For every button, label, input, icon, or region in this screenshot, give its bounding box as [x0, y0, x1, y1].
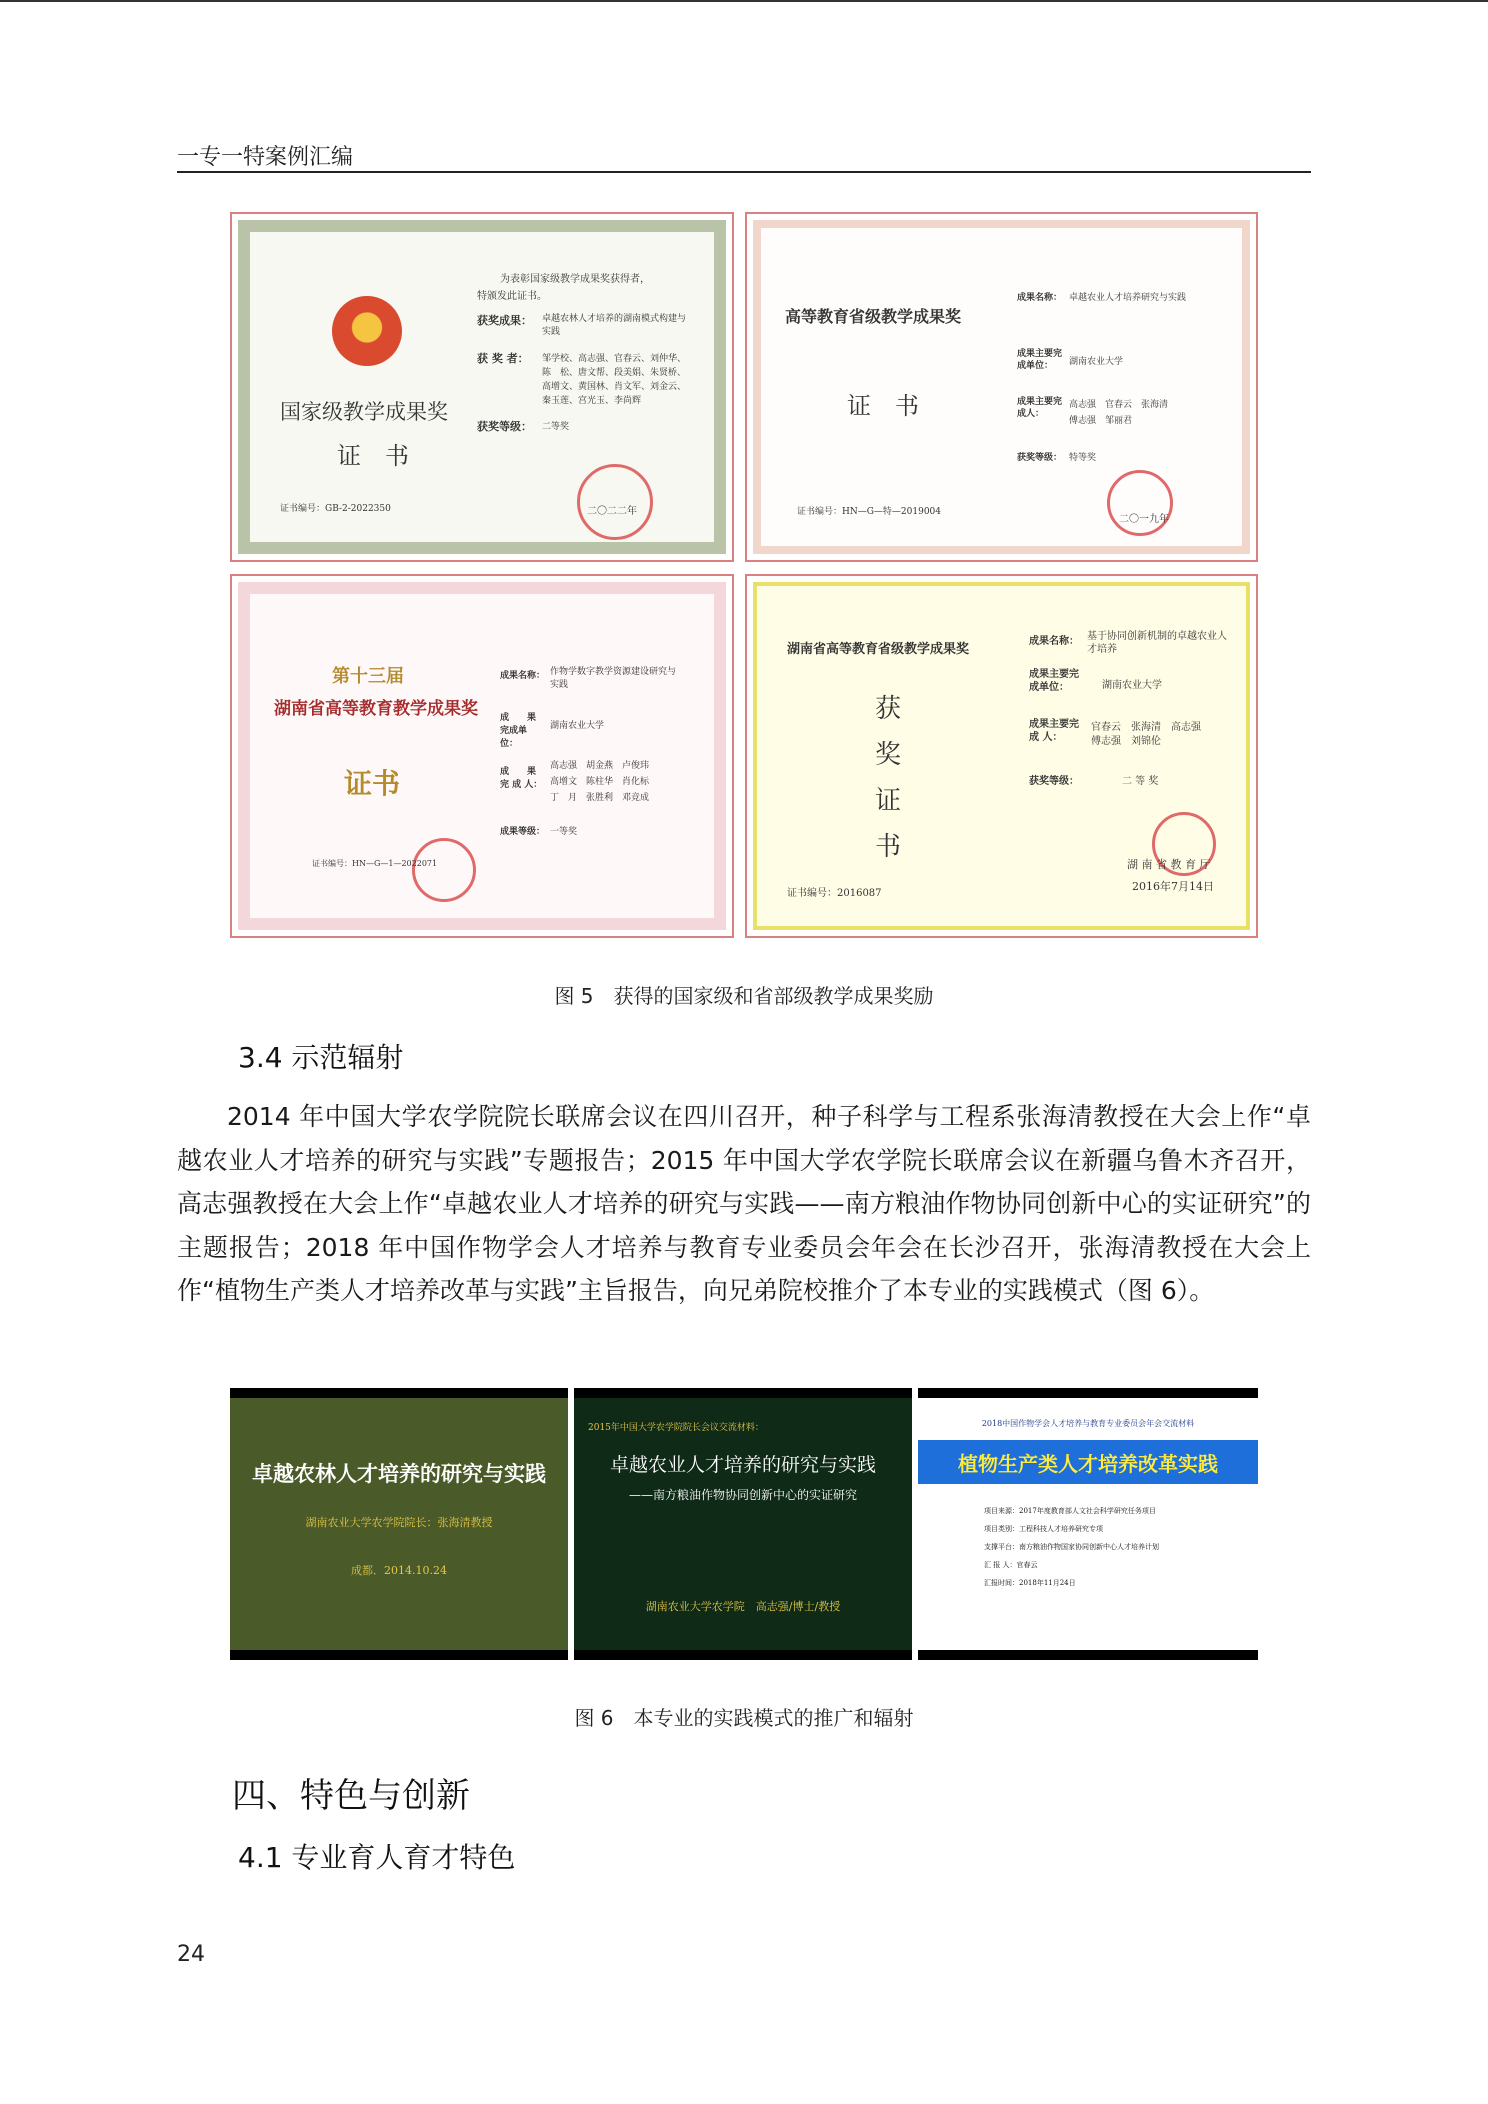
cert-vertical-char: 书 — [875, 832, 902, 862]
cert-label: 成 果完成单位： — [500, 713, 537, 749]
slide-line: 汇报时间：2018年11月24日 — [984, 1579, 1076, 1587]
cert-subtitle: 证书 — [344, 767, 401, 800]
slide-title: 卓越农业人才培养的研究与实践 — [609, 1454, 876, 1476]
slide-top-text: 2015年中国大学农学院院长会议交流材料： — [588, 1423, 764, 1433]
cert-label: 成果等级： — [500, 827, 546, 837]
cert-value: 高志强 胡金燕 卢俊玮 — [550, 761, 650, 771]
cert-value: 傅志强 刘锦伦 — [1091, 736, 1161, 747]
slide-2018 — [918, 1388, 1258, 1660]
page-number: 24 — [177, 1942, 205, 1967]
cert-value: 傅志强 邹丽君 — [1069, 416, 1133, 426]
figure-5-caption: 图 5 获得的国家级和省部级教学成果奖励 — [554, 984, 934, 1008]
cert-value: 邹学校、高志强、官春云、刘仲华、 — [542, 354, 687, 364]
red-seal-icon — [412, 838, 476, 902]
slide-title: 卓越农林人才培养的研究与实践 — [252, 1461, 546, 1486]
cert-number: 证书编号：2016087 — [787, 888, 882, 899]
slide-line: 支撑平台：南方粮油作物国家协同创新中心人才培养计划 — [984, 1543, 1159, 1551]
certificate-provincial-2016 — [745, 574, 1258, 938]
cert-value: 二等奖 — [542, 422, 570, 432]
cert-value: 基于协同创新机制的卓越农业人才培养 — [1087, 631, 1227, 655]
cert-label: 成果名称： — [1017, 293, 1063, 303]
running-header: 一专一特案例汇编 — [177, 145, 354, 170]
slide-footer: 成都．2014.10.24 — [351, 1564, 447, 1577]
cert-label: 获奖等级： — [1029, 776, 1079, 787]
cert-value: 特等奖 — [1069, 453, 1097, 463]
page-top-border — [0, 0, 1488, 2]
cert-session: 第十三届 — [332, 666, 404, 687]
slide-bar — [574, 1388, 912, 1398]
slide-subtitle: ——南方粮油作物协同创新中心的实证研究 — [628, 1488, 857, 1502]
cert-number: 证书编号：HN—G—1—2022071 — [312, 859, 438, 868]
slide-bar — [230, 1650, 568, 1660]
cert-text: 二〇二二年 — [587, 506, 637, 517]
national-emblem-icon — [332, 296, 402, 366]
slide-bar — [230, 1388, 568, 1398]
certificate-provincial-13th — [230, 574, 734, 938]
slide-title: 植物生产类人才培养改革实践 — [958, 1452, 1218, 1476]
slide-bar — [918, 1650, 1258, 1660]
cert-value: 高增文 陈柱华 肖化标 — [550, 777, 650, 787]
slide-bar — [918, 1388, 1258, 1398]
cert-label: 成果主要完 成 人： — [1029, 719, 1079, 743]
cert-value: 陈 松、唐文帮、段美娟、朱贤桥、 — [542, 368, 687, 378]
cert-value: 高志强 官春云 张海清 — [1069, 400, 1169, 410]
slide-top-text: 2018中国作物学会人才培养与教育专业委员会年会交流材料 — [981, 1419, 1195, 1428]
slide-line: 项目类别：工程科技人才培养研究专项 — [984, 1525, 1103, 1533]
slide-subtitle: 湖南农业大学农学院院长：张海清教授 — [305, 1516, 493, 1529]
certificate-frame — [238, 582, 726, 930]
red-seal-icon — [1107, 470, 1173, 536]
section-3-4-heading: 3.4 示范辐射 — [238, 1041, 404, 1074]
cert-label: 成果主要完成人： — [1017, 397, 1063, 419]
slide-footer: 湖南农业大学农学院 高志强/博士/教授 — [645, 1600, 841, 1613]
figure-6-slides — [230, 1388, 1258, 1660]
cert-label: 获奖等级： — [1017, 453, 1063, 463]
cert-subtitle: 证 书 — [847, 392, 919, 420]
cert-text: 特颁发此证书。 — [477, 291, 547, 302]
cert-value: 丁 月 张胜利 邓竞成 — [550, 793, 650, 803]
slide-line: 汇 报 人：官春云 — [984, 1561, 1038, 1569]
cert-label: 成果名称： — [500, 671, 546, 681]
slide-bar — [574, 1650, 912, 1660]
cert-label: 成果名称： — [1029, 636, 1079, 647]
cert-text: 二〇一九年 — [1119, 514, 1169, 525]
cert-value: 卓越农业人才培养研究与实践 — [1069, 293, 1187, 303]
cert-issuer: 湖 南 省 教 育 厅 — [1127, 858, 1211, 871]
cert-value: 高增文、黄国林、肖文军、刘金云、 — [542, 382, 687, 392]
cert-label: 成 果完 成 人： — [500, 767, 543, 790]
cert-number: 证书编号：GB-2-2022350 — [280, 504, 391, 514]
cert-text: 为表彰国家级教学成果奖获得者， — [500, 274, 650, 285]
cert-label: 获奖成果： — [477, 314, 532, 327]
cert-title: 国家级教学成果奖 — [280, 400, 448, 424]
cert-value: 湖南农业大学 — [550, 721, 605, 731]
cert-vertical-char: 获 — [875, 694, 902, 724]
cert-value: 湖南农业大学 — [1069, 357, 1124, 367]
cert-number: 证书编号：HN—G—特—2019004 — [797, 507, 941, 517]
cert-value: 二 等 奖 — [1122, 776, 1159, 787]
cert-value: 湖南农业大学 — [1102, 680, 1162, 691]
figure-6-caption: 图 6 本专业的实践模式的推广和辐射 — [574, 1706, 914, 1730]
cert-value: 官春云 张海清 高志强 — [1091, 722, 1201, 733]
cert-title: 高等教育省级教学成果奖 — [785, 307, 962, 326]
cert-title: 湖南省高等教育教学成果奖 — [274, 699, 478, 719]
cert-value: 秦玉莲、宫光玉、李尚辉 — [542, 396, 642, 406]
certificate-provincial-2019 — [745, 212, 1258, 562]
paragraph-text: 2014 年中国大学农学院院长联席会议在四川召开，种子科学与工程系张海清教授在大会上作“卓越农业人才培养的研究与实践”专题报告；2015 年中国大学农学院长联席会议在新疆乌鲁木齐召开，高志强教授在大会上作“卓越农业人才培养的研究与实践——南方粮油作物协同创新中心的实证研究”的主题报告；2018 年中国作物学会人才培养与教育专业委员会年会在长沙召开，张海清教授在大会上作“植物生产类人才培养改革与实践”主旨报告，向兄弟院校推介了本专业的实践模式（图 6）。 — [177, 1102, 1311, 1305]
cert-value: 作物学数字教学资源建设研究与实践 — [550, 667, 677, 690]
cert-label: 获奖等级： — [477, 420, 532, 433]
section-3-4-paragraph — [177, 1095, 1311, 1313]
cert-label: 成果主要完成单位： — [1017, 349, 1063, 371]
section-4-1-heading: 4.1 专业育人育才特色 — [238, 1841, 516, 1874]
slide-2014 — [230, 1388, 568, 1660]
cert-subtitle: 证 书 — [337, 442, 409, 470]
slide-2015 — [574, 1388, 912, 1660]
figure-5-certificates — [230, 212, 1258, 938]
cert-vertical-char: 证 — [875, 786, 902, 816]
slide-line: 项目来源：2017年度教育部人文社会科学研究任务项目 — [984, 1507, 1156, 1515]
section-4-heading: 四、特色与创新 — [232, 1776, 470, 1816]
header-rule — [177, 171, 1311, 173]
cert-label: 成果主要完成单位： — [1029, 669, 1079, 693]
cert-value: 一等奖 — [550, 827, 578, 837]
cert-date: 2016年7月14日 — [1132, 880, 1214, 893]
cert-title: 湖南省高等教育省级教学成果奖 — [787, 642, 970, 657]
cert-vertical-char: 奖 — [875, 740, 902, 770]
cert-label: 获 奖 者： — [477, 352, 529, 365]
cert-value: 卓越农林人才培养的湖南模式构建与实践 — [542, 314, 687, 337]
certificate-national — [230, 212, 734, 562]
